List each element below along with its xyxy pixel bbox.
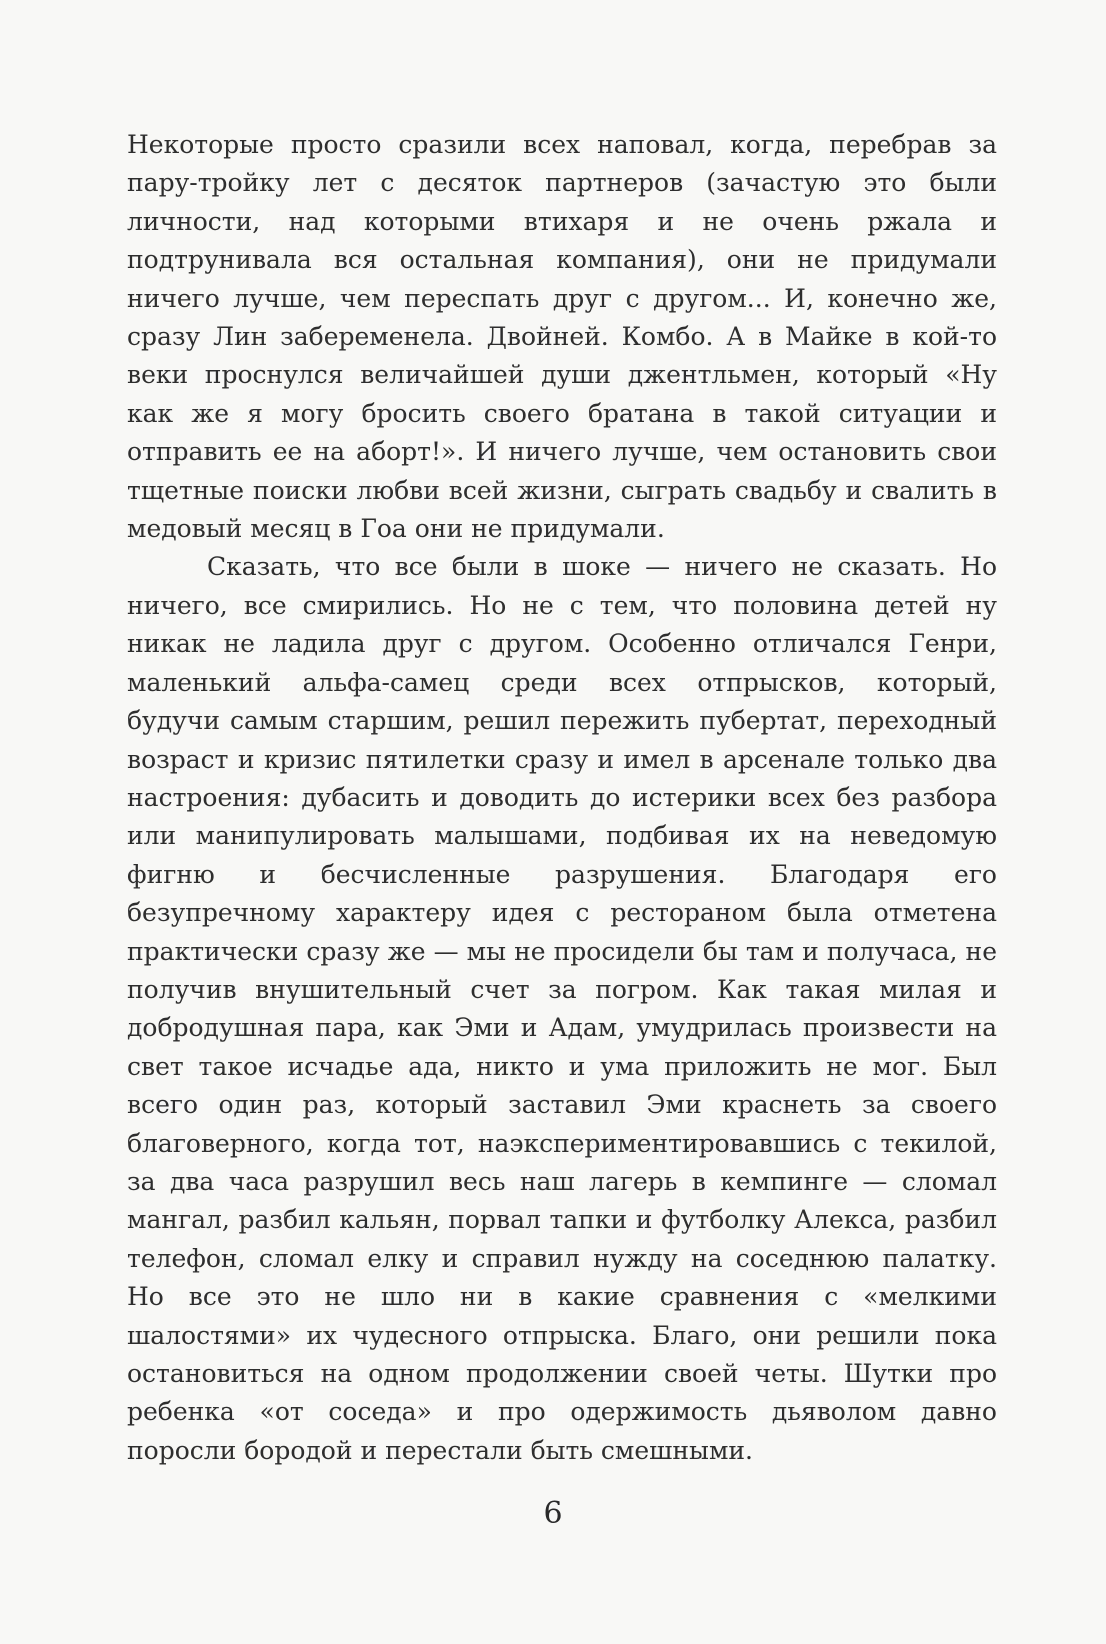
page-number: 6 [543, 1496, 563, 1531]
text-line: никак не ладила друг с другом. Особенно отличался Генри, [127, 629, 997, 659]
text-line: безупречному характеру идея с рестораном была отметена [127, 898, 997, 928]
text-line: возраст и кризис пятилетки сразу и имел в арсенале только два [127, 744, 997, 774]
text-line: поросли бородой и перестали быть смешными. [127, 1435, 754, 1465]
text-line: ничего, все смирились. Но не с тем, что половина детей ну [127, 590, 997, 620]
text-line: ничего лучше, чем переспать друг с другом... И, конечно же, [127, 283, 997, 313]
text-line: Сказать, что все были в шоке — ничего не сказать. Но [207, 552, 997, 582]
text-line: сразу Лин забеременела. Двойней. Комбо. А в Майке в кой-то [127, 322, 997, 352]
text-line: шалостями» их чудесного отпрыска. Благо, они решили пока [127, 1320, 997, 1350]
text-line: веки проснулся величайшей души джентльмен, который «Ну [127, 360, 997, 390]
text-line: маленький альфа-самец среди всех отпрысков, который, [127, 667, 997, 697]
text-line: свет такое исчадье ада, никто и ума приложить не мог. Был [127, 1051, 997, 1081]
text-line: медовый месяц в Гоа они не придумали. [127, 514, 665, 544]
text-line: получив внушительный счет за погром. Как такая милая и [127, 974, 997, 1004]
paragraph-2 [127, 548, 997, 1470]
text-line: благоверного, когда тот, наэкспериментировавшись с текилой, [127, 1128, 997, 1158]
text-line: ребенка «от соседа» и про одержимость дьяволом давно [127, 1397, 997, 1427]
text-line: всего один раз, который заставил Эми краснеть за своего [127, 1090, 997, 1120]
text-line: личности, над которыми втихаря и не очень ржала и [127, 206, 997, 236]
text-line: фигню и бесчисленные разрушения. Благодаря его [127, 859, 997, 889]
text-line: Но все это не шло ни в какие сравнения с «мелкими [127, 1282, 997, 1312]
text-line: как же я могу бросить своего братана в такой ситуации и [127, 398, 997, 428]
paragraph-1 [127, 126, 997, 548]
text-line: Некоторые просто сразили всех наповал, когда, перебрав за [127, 130, 997, 159]
text-line: за два часа разрушил весь наш лагерь в кемпинге — сломал [127, 1166, 997, 1196]
text-line: отправить ее на аборт!». И ничего лучше, чем остановить свои [127, 437, 997, 467]
text-line: тщетные поиски любви всей жизни, сыграть свадьбу и свалить в [127, 475, 997, 505]
text-line: мангал, разбил кальян, порвал тапки и футболку Алекса, разбил [127, 1205, 997, 1235]
text-line: настроения: дубасить и доводить до истерики всех без разбора [127, 782, 997, 812]
text-line: добродушная пара, как Эми и Адам, умудрилась произвести на [127, 1013, 997, 1043]
text-line: телефон, сломал елку и справил нужду на соседнюю палатку. [127, 1243, 997, 1273]
text-line: будучи самым старшим, решил пережить пубертат, переходный [127, 706, 997, 736]
text-line: подтрунивала вся остальная компания), они не придумали [127, 245, 997, 275]
text-line: или манипулировать малышами, подбивая их на неведомую [127, 821, 997, 851]
body-text [127, 126, 997, 1470]
text-line: остановиться на одном продолжении своей четы. Шутки про [127, 1359, 997, 1388]
text-line: пару-тройку лет с десяток партнеров (зачастую это были [127, 168, 997, 198]
text-line: практически сразу же — мы не просидели бы там и получаса, не [127, 936, 997, 966]
